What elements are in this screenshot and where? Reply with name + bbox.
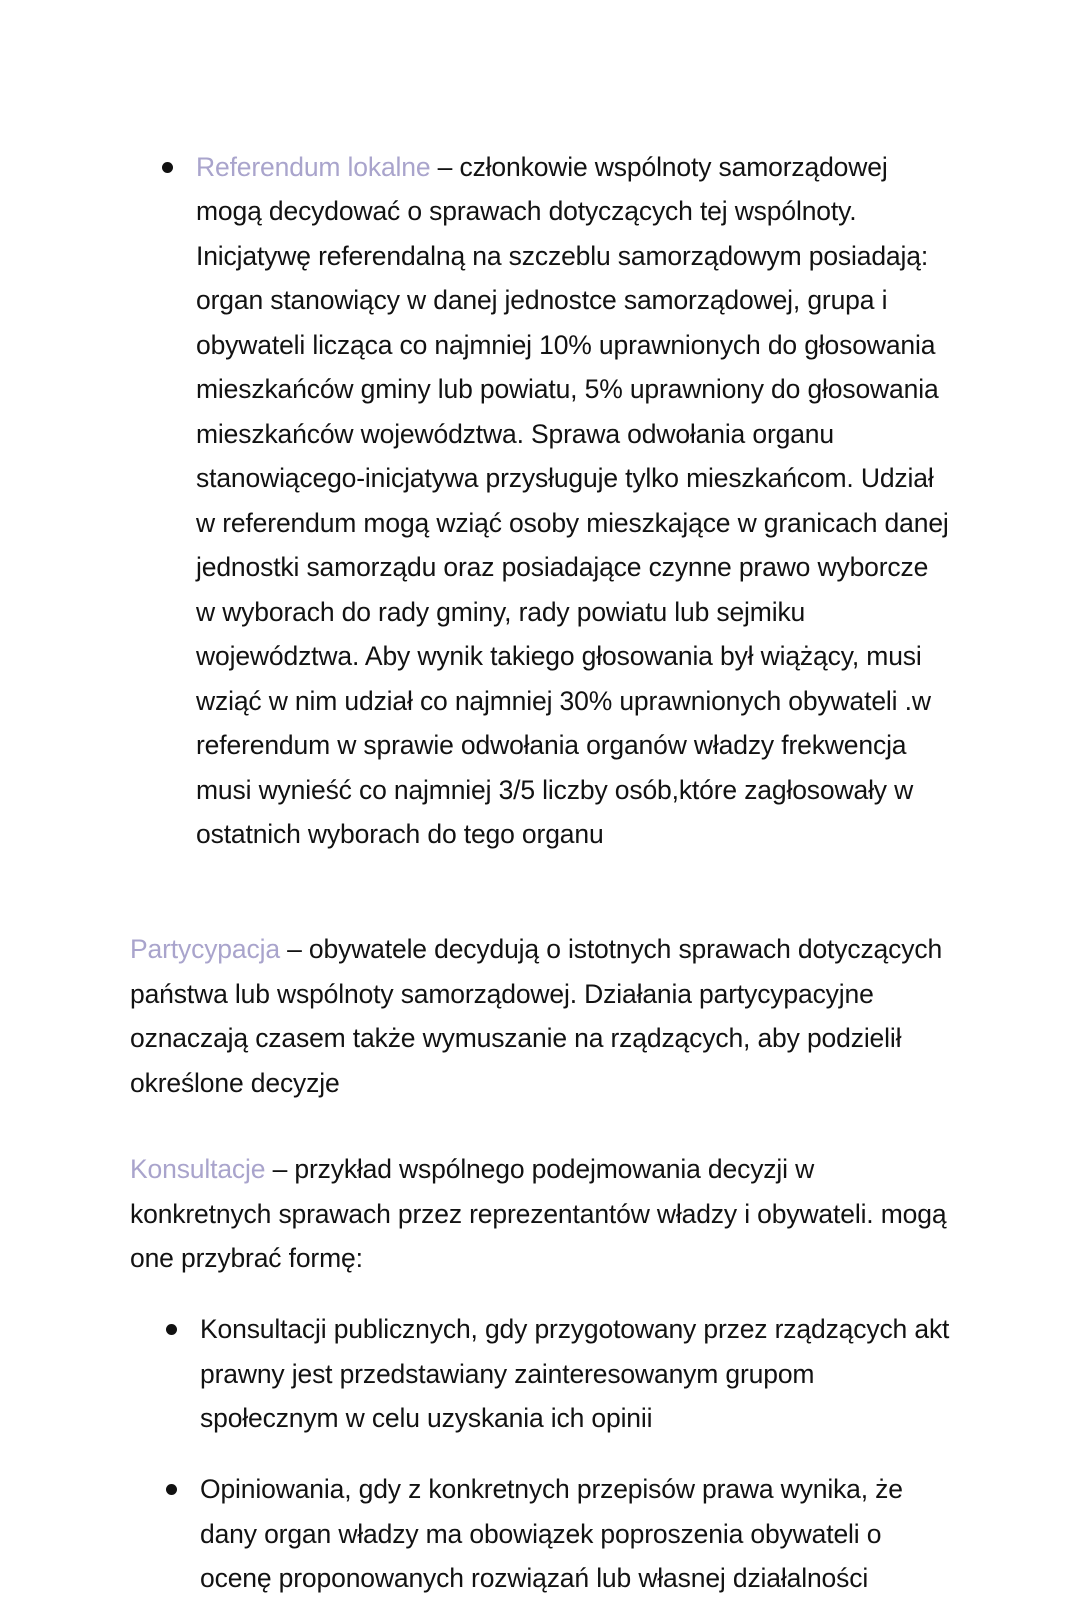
spacer <box>130 1105 950 1147</box>
konsultacje-form-item-text: Opiniowania, gdy z konkretnych przepisów prawa wynika, że dany organ władzy ma obowiązek poproszenia obywateli o ocenę proponowanych rozwiązań lub własnej działalności <box>200 1474 903 1593</box>
referendum-list <box>130 145 950 857</box>
bullet-dot-icon <box>166 1324 177 1335</box>
list-item <box>130 145 950 857</box>
spacer <box>130 883 950 927</box>
partycypacja-paragraph <box>130 927 950 1105</box>
referendum-paragraph <box>196 145 950 857</box>
list-item <box>130 1467 950 1601</box>
term-partycypacja: Partycypacja <box>130 934 280 964</box>
konsultacje-forms-list <box>130 1307 950 1601</box>
referendum-body-text: – członkowie wspólnoty samorządowej mogą decydować o sprawach dotyczących tej wspólnoty. Inicjatywę referendalną na szczeblu samorządowym posiadają: organ stanowiący w danej jednostce samorządowej, grupa i obywateli licząca co najmniej 10% uprawnionych do głosowania mieszkańców gminy lub powiatu, 5% uprawniony do głosowania mieszkańców województwa. Sprawa odwołania organu stanowiącego-inicjatywa przysługuje tylko mieszkańcom. Udział w referendum mogą wziąć osoby mieszkające w granicach danej jednostki samorządu oraz posiadające czynne prawo wyborcze w wyborach do rady gminy, rady powiatu lub sejmiku województwa. Aby wynik takiego głosowania był wiążący, musi wziąć w nim udział co najmniej 30% uprawnionych obywateli .w referendum w sprawie odwołania organów władzy frekwencja musi wynieść co najmniej 3/5 liczby osób,które zagłosowały w ostatnich wyborach do tego organu <box>196 151 949 849</box>
term-referendum-lokalne: Referendum lokalne <box>196 151 431 182</box>
konsultacje-paragraph <box>130 1147 950 1281</box>
list-item <box>130 1307 950 1441</box>
term-konsultacje: Konsultacje <box>130 1154 266 1184</box>
note-content <box>130 145 950 1601</box>
konsultacje-body-text: – przykład wspólnego podejmowania decyzji w konkretnych sprawach przez reprezentantów władzy i obywateli. mogą one przybrać formę: <box>130 1154 947 1273</box>
konsultacje-form-item-text: Konsultacji publicznych, gdy przygotowany przez rządzących akt prawny jest przedstawiany zainteresowanym grupom społecznym w celu uzyskania ich opinii <box>200 1314 950 1433</box>
bullet-dot-icon <box>166 1484 177 1495</box>
bullet-dot-icon <box>162 162 173 173</box>
partycypacja-body-text: – obywatele decydują o istotnych sprawach dotyczących państwa lub wspólnoty samorządowej. Działania partycypacyjne oznaczają czasem także wymuszanie na rządzących, aby podzielił określone decyzje <box>130 934 943 1098</box>
